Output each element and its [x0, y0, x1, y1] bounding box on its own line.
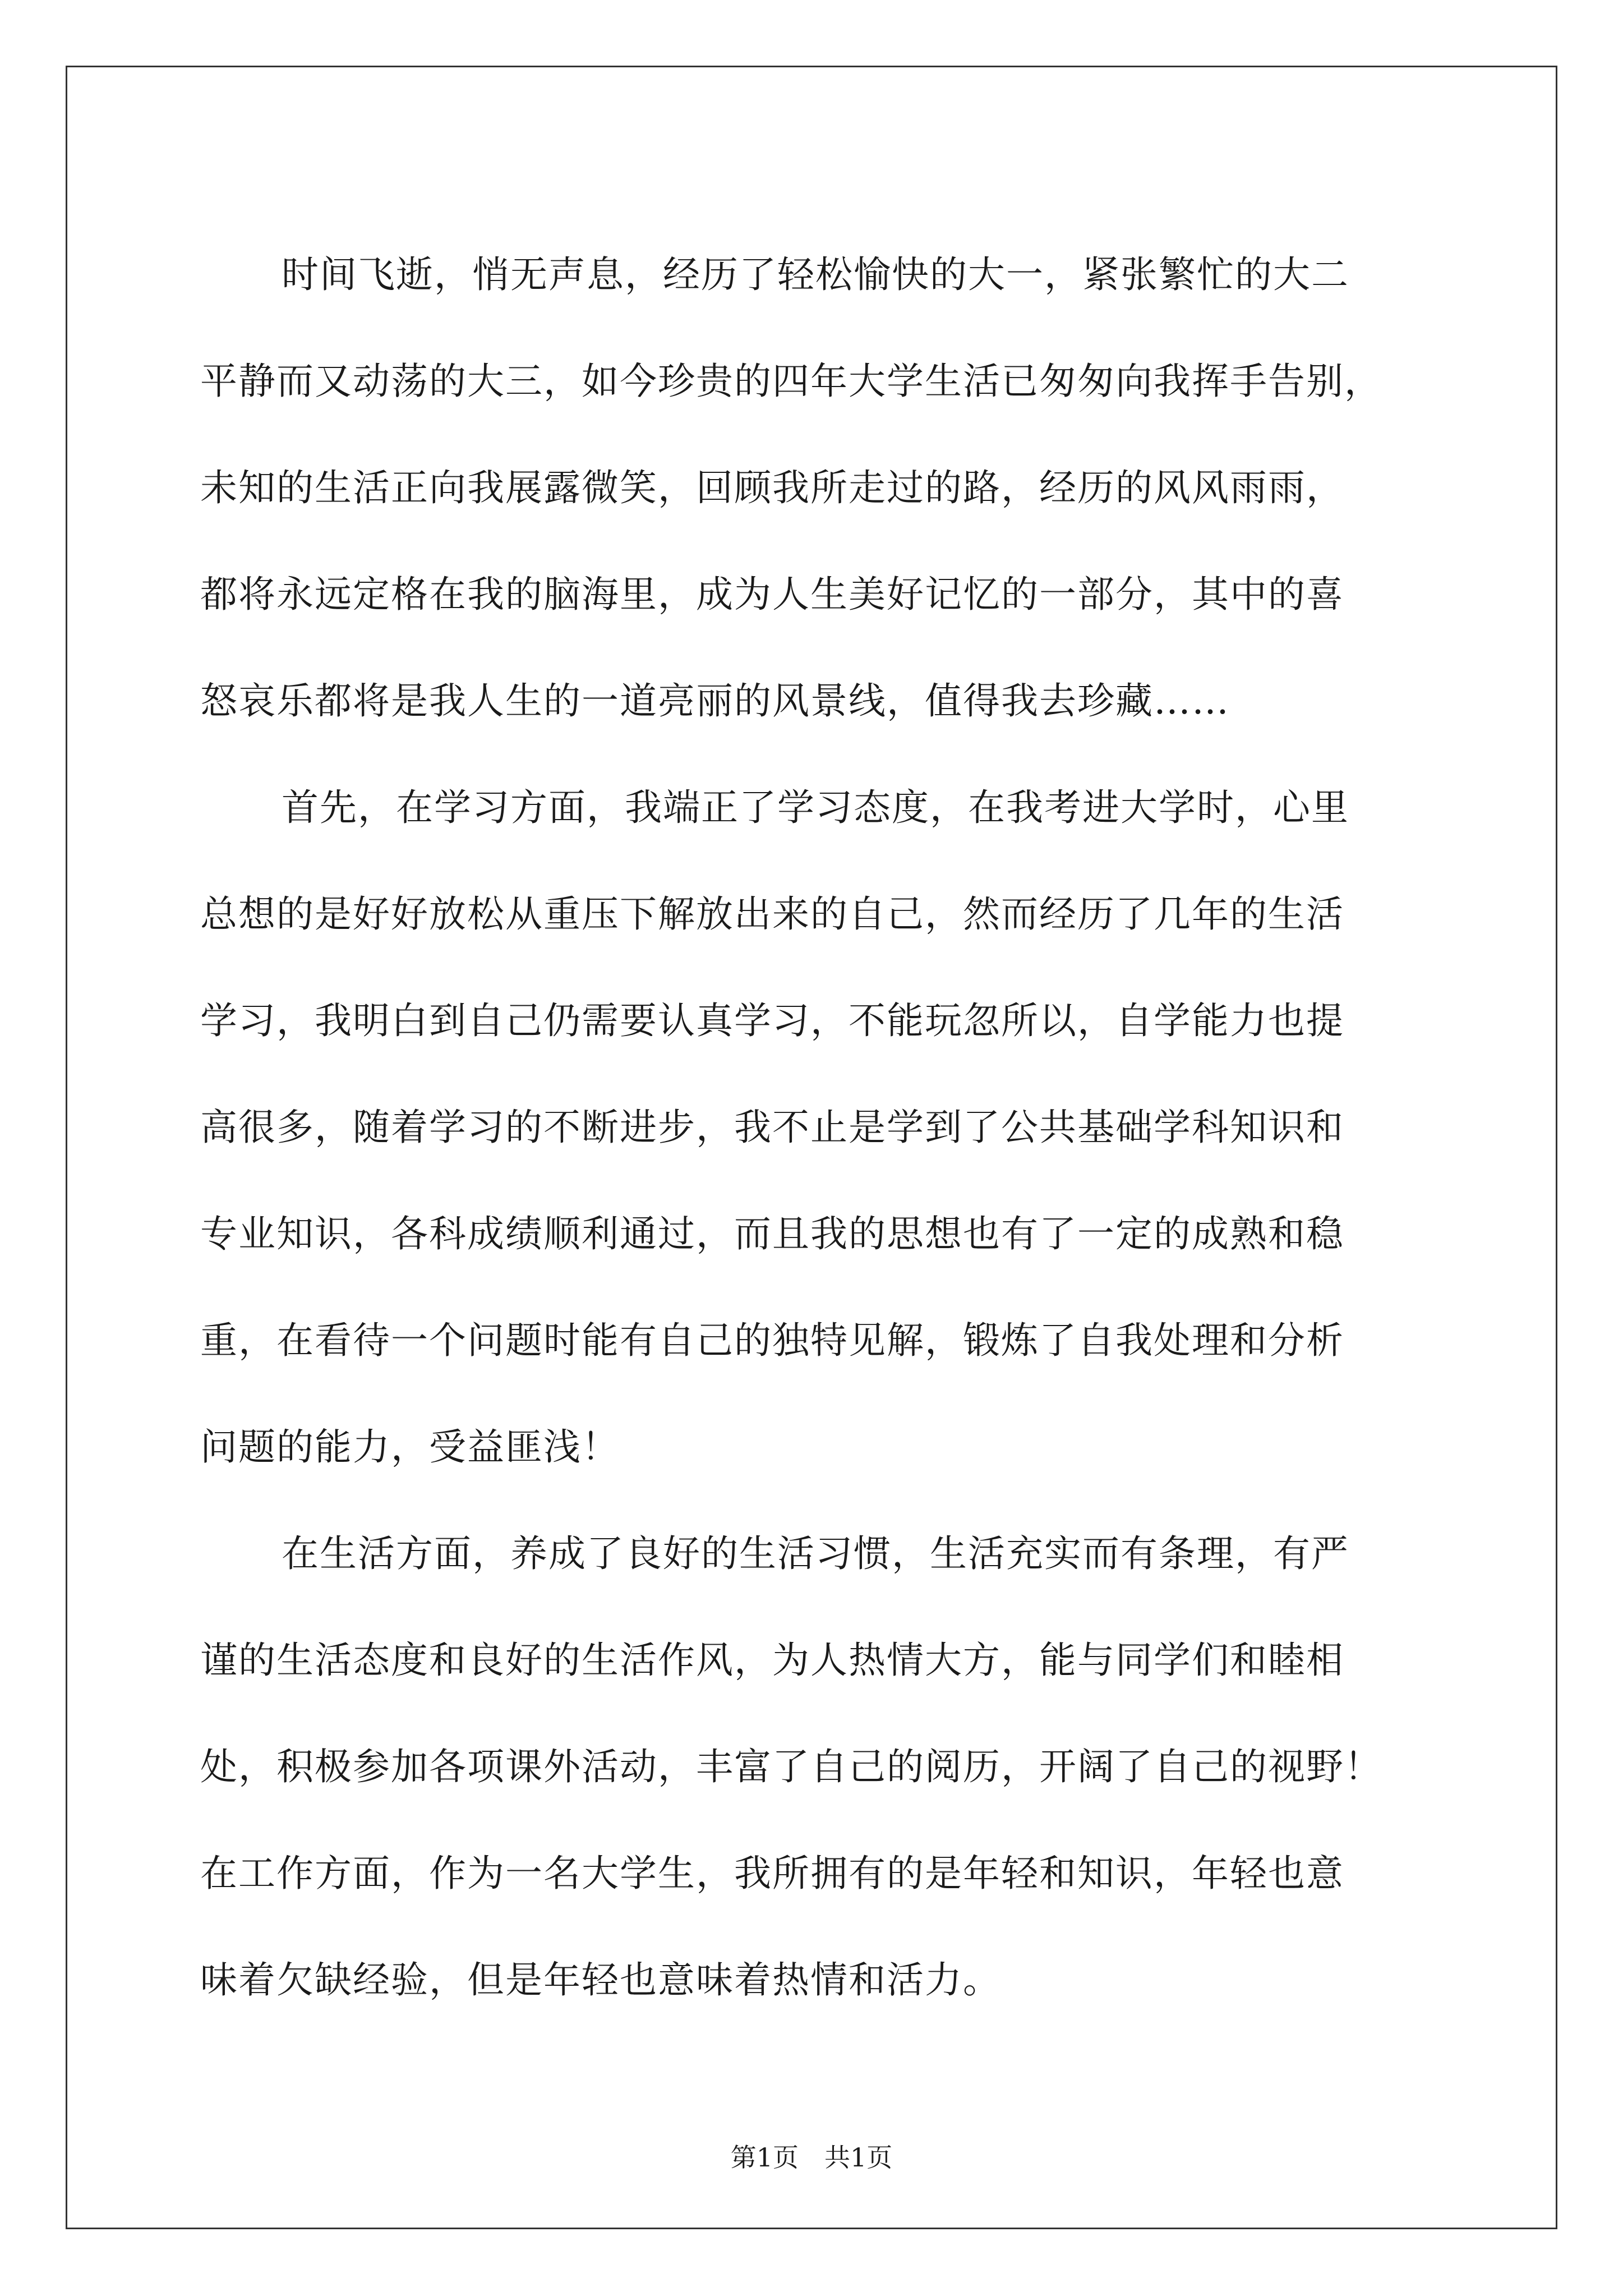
- text-line: 在生活方面，养成了良好的生活习惯，生活充实而有条理，有严: [282, 1532, 1349, 1575]
- text-line: 谨的生活态度和良好的生活作风，为人热情大方，能与同学们和睦相: [200, 1639, 1344, 1682]
- text-line: 怒哀乐都将是我人生的一道亮丽的风景线，值得我去珍藏……: [200, 679, 1230, 723]
- text-line: 在工作方面，作为一名大学生，我所拥有的是年轻和知识，年轻也意: [200, 1852, 1344, 1895]
- text-line: 处，积极参加各项课外活动，丰富了自己的阅历，开阔了自己的视野！: [200, 1745, 1382, 1788]
- text-line: 问题的能力，受益匪浅！: [200, 1425, 620, 1469]
- text-line: 未知的生活正向我展露微笑，回顾我所走过的路，经历的风风雨雨，: [200, 466, 1344, 509]
- text-line: 都将永远定格在我的脑海里，成为人生美好记忆的一部分，其中的喜: [200, 573, 1344, 616]
- text-line: 首先，在学习方面，我端正了学习态度，在我考进大学时，心里: [282, 786, 1349, 829]
- text-line: 味着欠缺经验，但是年轻也意味着热情和活力。: [200, 1958, 1001, 2001]
- text-line: 时间飞逝，悄无声息，经历了轻松愉快的大一，紧张繁忙的大二: [282, 253, 1349, 296]
- text-line: 高很多，随着学习的不断进步，我不止是学到了公共基础学科知识和: [200, 1106, 1344, 1149]
- text-line: 专业知识，各科成绩顺利通过，而且我的思想也有了一定的成熟和稳: [200, 1212, 1344, 1255]
- text-line: 平静而又动荡的大三，如今珍贵的四年大学生活已匆匆向我挥手告别，: [200, 360, 1382, 403]
- page-number-footer: 第1页 共1页: [730, 2142, 893, 2173]
- text-line: 学习，我明白到自己仍需要认真学习，不能玩忽所以，自学能力也提: [200, 999, 1344, 1042]
- text-line: 重，在看待一个问题时能有自己的独特见解，锻炼了自我处理和分析: [200, 1319, 1344, 1362]
- document-body: [200, 222, 1423, 2033]
- text-line: 总想的是好好放松从重压下解放出来的自己，然而经历了几年的生活: [200, 892, 1344, 936]
